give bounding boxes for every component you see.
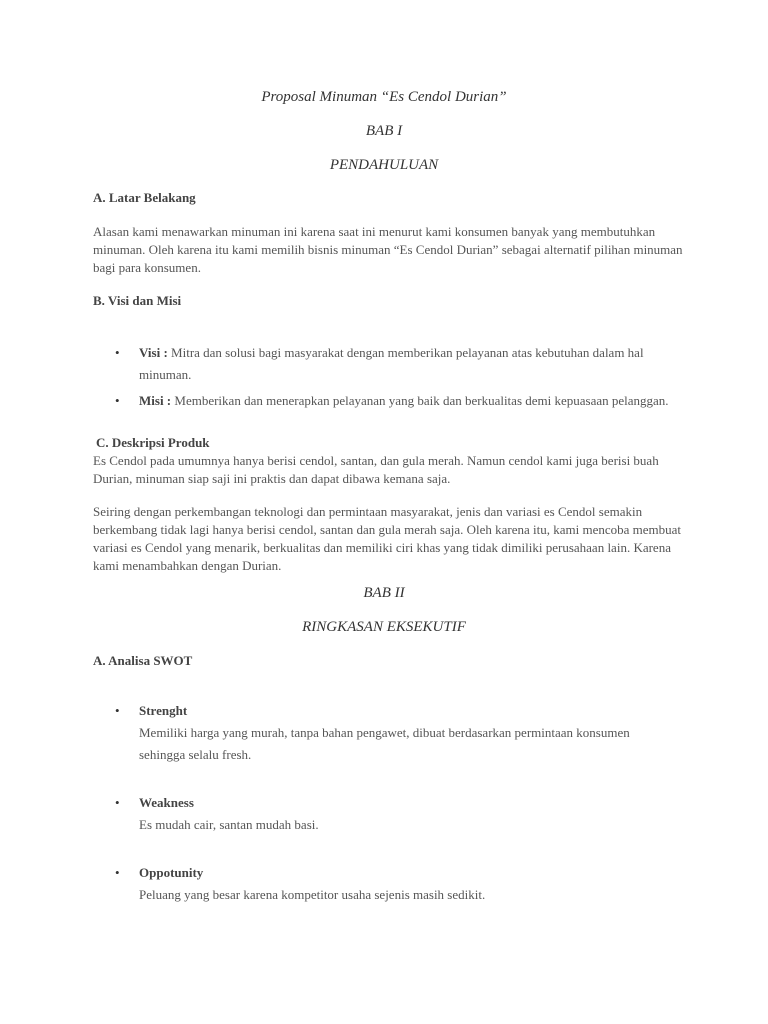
- bullet-icon: •: [115, 865, 120, 880]
- swot-opportunity-body: [139, 862, 679, 906]
- swot-weakness-title: Weakness: [139, 795, 194, 810]
- swot-weakness-body: [139, 792, 679, 836]
- swot-strength-body: [139, 700, 679, 766]
- misi-label: Misi :: [139, 393, 172, 408]
- section-b-heading: B. Visi dan Misi: [93, 293, 182, 308]
- swot-opportunity-title: Oppotunity: [139, 865, 204, 880]
- bullet-icon: •: [115, 795, 120, 810]
- bullet-icon: •: [115, 703, 120, 718]
- swot-weakness-text: Es mudah cair, santan mudah basi.: [139, 817, 319, 832]
- bullet-icon: •: [115, 345, 120, 360]
- misi-description: Memberikan dan menerapkan pelayanan yang baik dan berkualitas demi kepuasaan pelanggan.: [171, 393, 669, 408]
- swot-heading: A. Analisa SWOT: [93, 653, 193, 668]
- swot-opportunity-text: Peluang yang besar karena kompetitor usaha sejenis masih sedikit.: [139, 887, 486, 902]
- section-a-text: Alasan kami menawarkan minuman ini karena saat ini menurut kami konsumen banyak yang membutuhkan minuman. Oleh karena itu kami memilih bisnis minuman “Es Cendol Durian” sebagai alternatif pilihan minuman bagi para konsumen.: [93, 224, 683, 275]
- section-c-text1: Es Cendol pada umumnya hanya berisi cendol, santan, dan gula merah. Namun cendol kami juga berisi buah Durian, minuman siap saji ini praktis dan dapat dibawa kemana saja.: [93, 453, 659, 486]
- misi-text: [139, 390, 679, 412]
- bullet-icon: •: [115, 393, 120, 408]
- section-a-heading: A. Latar Belakang: [93, 190, 196, 205]
- section-c-heading: C. Deskripsi Produk: [96, 435, 210, 450]
- visi-text: [139, 342, 679, 386]
- swot-strength-title: Strenght: [139, 703, 188, 718]
- bab1-label: BAB I: [365, 123, 403, 139]
- visi-label: Visi :: [139, 345, 168, 360]
- bab2-label: BAB II: [363, 585, 405, 601]
- section-c-text2: Seiring dengan perkembangan teknologi dan permintaan masyarakat, jenis dan variasi es Cendol semakin berkembang tidak lagi hanya berisi cendol, santan dan gula merah saja. Oleh karena itu, kami mencoba membuat variasi es Cendol yang menarik, berkualitas dan memiliki ciri khas yang tidak dimiliki perusahaan lain. Karena kami menambahkan dengan Durian.: [93, 504, 682, 573]
- document-title: Proposal Minuman “Es Cendol Durian”: [261, 89, 507, 105]
- bab2-subtitle: RINGKASAN EKSEKUTIF: [302, 619, 466, 635]
- bab1-subtitle: PENDAHULUAN: [329, 157, 439, 173]
- swot-strength-text: Memiliki harga yang murah, tanpa bahan pengawet, dibuat berdasarkan permintaan konsumen sehingga selalu fresh.: [139, 725, 630, 762]
- visi-description: Mitra dan solusi bagi masyarakat dengan memberikan pelayanan atas kebutuhan dalam hal minuman.: [139, 345, 644, 382]
